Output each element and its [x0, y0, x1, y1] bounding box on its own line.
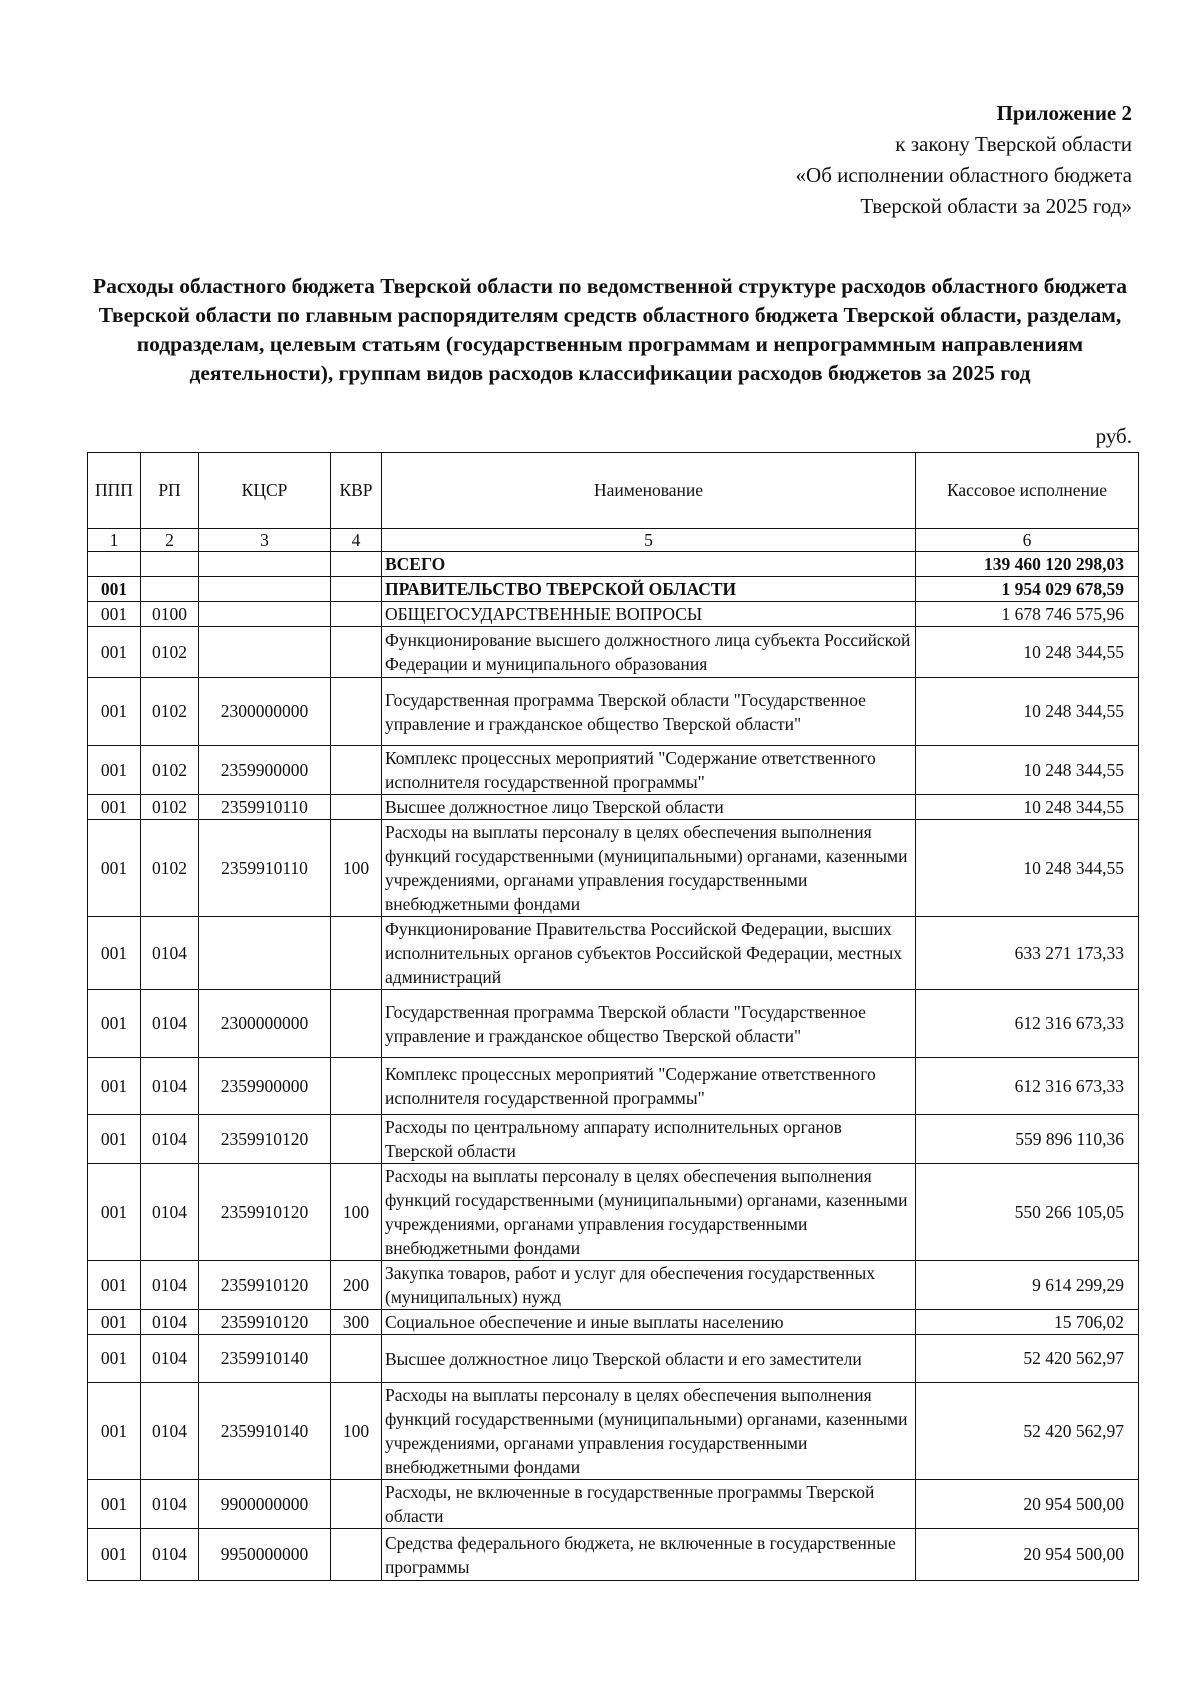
cell-ppp: 001	[88, 577, 141, 602]
cell-rp: 0104	[141, 1058, 199, 1115]
cell-amount: 612 316 673,33	[916, 990, 1139, 1058]
cell-kcsr: 2359900000	[199, 746, 331, 795]
cell-ppp: 001	[88, 1529, 141, 1581]
cell-kcsr: 2300000000	[199, 678, 331, 746]
table-row	[88, 1480, 1139, 1529]
cell-name: Средства федерального бюджета, не включенные в государственные программы	[382, 1529, 916, 1581]
cell-name: Высшее должностное лицо Тверской области	[382, 795, 916, 820]
cell-ppp: 001	[88, 1058, 141, 1115]
table-row	[88, 1383, 1139, 1480]
cell-kcsr: 2359910120	[199, 1310, 331, 1335]
cell-kcsr: 2359910110	[199, 795, 331, 820]
table-row	[88, 820, 1139, 917]
table-row	[88, 678, 1139, 746]
column-number: 1	[88, 529, 141, 552]
cell-kcsr: 2359910120	[199, 1164, 331, 1261]
cell-rp: 0104	[141, 1335, 199, 1383]
cell-kcsr: 2359910120	[199, 1261, 331, 1310]
cell-name: ОБЩЕГОСУДАРСТВЕННЫЕ ВОПРОСЫ	[382, 602, 916, 627]
cell-kcsr: 2300000000	[199, 990, 331, 1058]
column-header-name: Наименование	[382, 453, 916, 529]
cell-rp: 0104	[141, 1115, 199, 1164]
cell-ppp: 001	[88, 1164, 141, 1261]
table-row	[88, 1310, 1139, 1335]
cell-rp: 0102	[141, 820, 199, 917]
cell-kvr	[331, 1115, 382, 1164]
cell-amount: 10 248 344,55	[916, 820, 1139, 917]
appendix-line: к закону Тверской области	[895, 132, 1132, 156]
cell-ppp: 001	[88, 990, 141, 1058]
cell-kvr	[331, 627, 382, 678]
table-row	[88, 577, 1139, 602]
cell-amount: 10 248 344,55	[916, 795, 1139, 820]
cell-rp: 0104	[141, 1529, 199, 1581]
cell-rp: 0104	[141, 1480, 199, 1529]
cell-kcsr: 2359910140	[199, 1383, 331, 1480]
cell-kcsr: 9900000000	[199, 1480, 331, 1529]
cell-kcsr	[199, 552, 331, 577]
cell-rp: 0104	[141, 917, 199, 990]
cell-rp: 0102	[141, 746, 199, 795]
cell-kcsr	[199, 577, 331, 602]
cell-amount: 20 954 500,00	[916, 1529, 1139, 1581]
cell-name: Расходы, не включенные в государственные программы Тверской области	[382, 1480, 916, 1529]
cell-amount: 10 248 344,55	[916, 627, 1139, 678]
appendix-block	[796, 98, 1132, 222]
cell-amount: 9 614 299,29	[916, 1261, 1139, 1310]
column-header-ppp: ППП	[88, 453, 141, 529]
appendix-title: Приложение 2	[996, 101, 1132, 125]
cell-amount: 10 248 344,55	[916, 678, 1139, 746]
cell-rp: 0104	[141, 1383, 199, 1480]
cell-amount: 559 896 110,36	[916, 1115, 1139, 1164]
cell-rp	[141, 552, 199, 577]
cell-kvr: 100	[331, 820, 382, 917]
cell-ppp: 001	[88, 795, 141, 820]
cell-name: Высшее должностное лицо Тверской области и его заместители	[382, 1335, 916, 1383]
cell-rp: 0102	[141, 627, 199, 678]
cell-ppp: 001	[88, 678, 141, 746]
table-row	[88, 917, 1139, 990]
cell-amount: 20 954 500,00	[916, 1480, 1139, 1529]
column-number-row	[88, 529, 1139, 552]
cell-rp: 0102	[141, 795, 199, 820]
cell-kvr	[331, 1058, 382, 1115]
cell-rp: 0102	[141, 678, 199, 746]
cell-name: ВСЕГО	[382, 552, 916, 577]
cell-ppp: 001	[88, 1115, 141, 1164]
cell-name: Комплекс процессных мероприятий "Содержание ответственного исполнителя государственной программы"	[382, 746, 916, 795]
cell-amount: 1 678 746 575,96	[916, 602, 1139, 627]
cell-amount: 10 248 344,55	[916, 746, 1139, 795]
document-title: Расходы областного бюджета Тверской области по ведомственной структуре расходов областного бюджета Тверской области по главным распорядителям средств областного бюджета Тверской области, разделам, подразделам, целевым статьям (государственным программам и непрограммным направлениям деятельности), группам видов расходов классификации расходов бюджетов за 2025 год	[92, 274, 1127, 385]
cell-name: Закупка товаров, работ и услуг для обеспечения государственных (муниципальных) нужд	[382, 1261, 916, 1310]
cell-amount: 1 954 029 678,59	[916, 577, 1139, 602]
table-row	[88, 1058, 1139, 1115]
cell-kvr	[331, 990, 382, 1058]
cell-kvr: 100	[331, 1164, 382, 1261]
column-header-rp: РП	[141, 453, 199, 529]
cell-kcsr: 2359910140	[199, 1335, 331, 1383]
cell-amount: 52 420 562,97	[916, 1383, 1139, 1480]
cell-kcsr: 2359900000	[199, 1058, 331, 1115]
cell-amount: 550 266 105,05	[916, 1164, 1139, 1261]
cell-ppp: 001	[88, 917, 141, 990]
cell-kcsr	[199, 917, 331, 990]
cell-kvr	[331, 1480, 382, 1529]
table-header-row	[88, 453, 1139, 529]
cell-ppp: 001	[88, 1480, 141, 1529]
column-header-kcsr: КЦСР	[199, 453, 331, 529]
cell-rp	[141, 577, 199, 602]
cell-kvr	[331, 552, 382, 577]
cell-kvr: 300	[331, 1310, 382, 1335]
table-row	[88, 627, 1139, 678]
cell-kvr	[331, 917, 382, 990]
table-row	[88, 1115, 1139, 1164]
cell-rp: 0104	[141, 1261, 199, 1310]
cell-name: Расходы на выплаты персоналу в целях обеспечения выполнения функций государственными (муниципальными) органами, казенными учреждениями, органами управления государственными внебюджетными фондами	[382, 1383, 916, 1480]
cell-kvr	[331, 577, 382, 602]
cell-name: Расходы на выплаты персоналу в целях обеспечения выполнения функций государственными (муниципальными) органами, казенными учреждениями, органами управления государственными внебюджетными фондами	[382, 1164, 916, 1261]
column-header-amount: Кассовое исполнение	[916, 453, 1139, 529]
column-header-kvr: КВР	[331, 453, 382, 529]
cell-name: Расходы по центральному аппарату исполнительных органов Тверской области	[382, 1115, 916, 1164]
column-number: 2	[141, 529, 199, 552]
cell-ppp: 001	[88, 1261, 141, 1310]
cell-kvr	[331, 746, 382, 795]
cell-ppp: 001	[88, 1310, 141, 1335]
cell-name: Комплекс процессных мероприятий "Содержание ответственного исполнителя государственной программы"	[382, 1058, 916, 1115]
cell-kvr	[331, 795, 382, 820]
table-row	[88, 602, 1139, 627]
column-number: 6	[916, 529, 1139, 552]
cell-rp: 0104	[141, 990, 199, 1058]
cell-kvr	[331, 678, 382, 746]
cell-kcsr: 9950000000	[199, 1529, 331, 1581]
cell-kcsr: 2359910110	[199, 820, 331, 917]
cell-rp: 0104	[141, 1310, 199, 1335]
cell-rp: 0104	[141, 1164, 199, 1261]
cell-amount: 633 271 173,33	[916, 917, 1139, 990]
cell-ppp: 001	[88, 1335, 141, 1383]
cell-ppp: 001	[88, 602, 141, 627]
cell-ppp: 001	[88, 627, 141, 678]
cell-kvr	[331, 1335, 382, 1383]
column-number: 3	[199, 529, 331, 552]
table-row	[88, 1335, 1139, 1383]
cell-kvr: 200	[331, 1261, 382, 1310]
cell-kcsr: 2359910120	[199, 1115, 331, 1164]
cell-kcsr	[199, 602, 331, 627]
cell-amount: 52 420 562,97	[916, 1335, 1139, 1383]
cell-name: Государственная программа Тверской области "Государственное управление и гражданское общество Тверской области"	[382, 678, 916, 746]
cell-name: Расходы на выплаты персоналу в целях обеспечения выполнения функций государственными (муниципальными) органами, казенными учреждениями, органами управления государственными внебюджетными фондами	[382, 820, 916, 917]
table-row	[88, 990, 1139, 1058]
cell-name: Социальное обеспечение и иные выплаты населению	[382, 1310, 916, 1335]
cell-ppp: 001	[88, 1383, 141, 1480]
table-row	[88, 795, 1139, 820]
currency-unit: руб.	[1095, 424, 1132, 448]
table-row	[88, 552, 1139, 577]
budget-table	[87, 452, 1139, 1581]
table-row	[88, 746, 1139, 795]
cell-name: Функционирование Правительства Российской Федерации, высших исполнительных органов субъектов Российской Федерации, местных администраций	[382, 917, 916, 990]
cell-rp: 0100	[141, 602, 199, 627]
cell-name: Государственная программа Тверской области "Государственное управление и гражданское общество Тверской области"	[382, 990, 916, 1058]
cell-name: ПРАВИТЕЛЬСТВО ТВЕРСКОЙ ОБЛАСТИ	[382, 577, 916, 602]
cell-name: Функционирование высшего должностного лица субъекта Российской Федерации и муниципального образования	[382, 627, 916, 678]
table-row	[88, 1529, 1139, 1581]
appendix-line: Тверской области за 2025 год»	[860, 194, 1132, 218]
cell-ppp: 001	[88, 746, 141, 795]
appendix-line: «Об исполнении областного бюджета	[795, 163, 1132, 187]
table-row	[88, 1164, 1139, 1261]
cell-amount: 139 460 120 298,03	[916, 552, 1139, 577]
cell-kvr	[331, 602, 382, 627]
column-number: 5	[382, 529, 916, 552]
cell-kvr	[331, 1529, 382, 1581]
cell-amount: 612 316 673,33	[916, 1058, 1139, 1115]
column-number: 4	[331, 529, 382, 552]
cell-amount: 15 706,02	[916, 1310, 1139, 1335]
table-body	[88, 552, 1139, 1581]
cell-ppp: 001	[88, 820, 141, 917]
cell-kcsr	[199, 627, 331, 678]
cell-kvr: 100	[331, 1383, 382, 1480]
cell-ppp	[88, 552, 141, 577]
table-row	[88, 1261, 1139, 1310]
